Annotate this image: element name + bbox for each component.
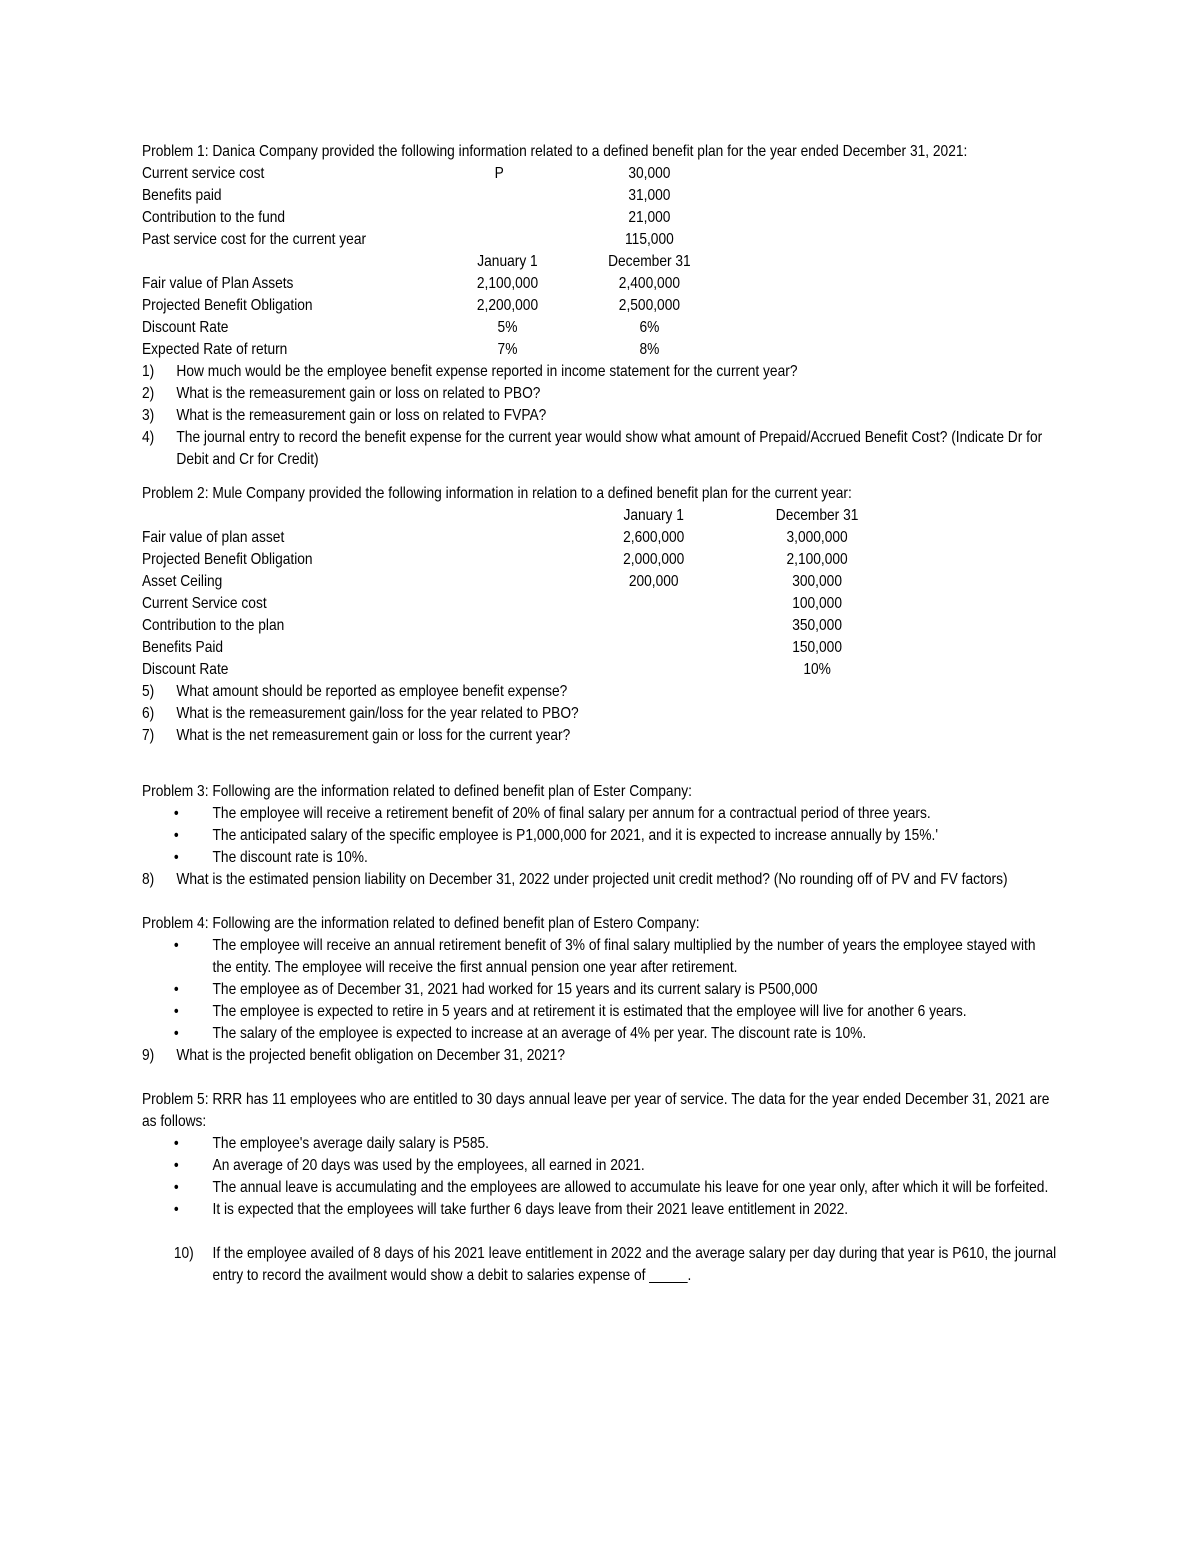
bullet-text: The employee as of December 31, 2021 had worked for 15 years and its current salary is P500,000 (212, 981, 818, 998)
question-number: 9) (142, 1047, 155, 1064)
bullet-text: It is expected that the employees will take further 6 days leave from their 2021 leave entitlement in 2022. (212, 1201, 849, 1218)
question-text: What is the projected benefit obligation on December 31, 2021? (176, 1047, 565, 1064)
bullet-text: An average of 20 days was used by the employees, all earned in 2021. (212, 1157, 645, 1174)
question-number: 4) (142, 429, 155, 446)
p2-row-label: Current Service cost (142, 595, 267, 612)
p2-table-row (142, 659, 1057, 681)
p2-row-label: Fair value of plan asset (142, 529, 285, 546)
bullet-item (142, 1023, 1057, 1045)
p1-item-row (142, 207, 1057, 229)
p1-item-value: 21,000 (628, 209, 671, 226)
bullet-item (142, 1001, 1057, 1023)
bullet-icon: • (173, 1025, 179, 1042)
p2-row-label: Projected Benefit Obligation (142, 551, 313, 568)
bullet-item (142, 847, 1057, 869)
p2-row-label: Contribution to the plan (142, 617, 285, 634)
p1-dec-value: 6% (639, 319, 660, 336)
p2-dec-value: 100,000 (792, 595, 842, 612)
p2-table-row (142, 637, 1057, 659)
question-text: What is the remeasurement gain/loss for the year related to PBO? (176, 705, 579, 722)
p1-header-jan: January 1 (477, 253, 538, 270)
p1-item-label: Contribution to the fund (142, 209, 286, 226)
question-item (142, 1243, 1057, 1287)
question-item (142, 383, 1057, 405)
bullet-icon: • (173, 1201, 179, 1218)
bullet-item (142, 979, 1057, 1001)
p1-item-label: Benefits paid (142, 187, 222, 204)
question-text: What amount should be reported as employee benefit expense? (176, 683, 568, 700)
bullet-item (142, 1133, 1057, 1155)
question-number: 7) (142, 727, 155, 744)
p1-jan-value: 2,200,000 (476, 297, 539, 314)
p1-dec-value: 2,500,000 (618, 297, 681, 314)
bullet-icon: • (173, 1179, 179, 1196)
bullet-text: The employee will receive a retirement benefit of 20% of final salary per annum for a contractual period of three years. (212, 805, 931, 822)
spacer (142, 769, 1057, 781)
p2-table-row (142, 571, 1057, 593)
p1-dec-value: 8% (639, 341, 660, 358)
problem-4-title: Problem 4: Following are the information related to defined benefit plan of Estero Company: (142, 915, 700, 932)
p1-table-row (142, 317, 1057, 339)
p2-table-row (142, 615, 1057, 637)
question-item (142, 681, 1057, 703)
p2-jan-value: 200,000 (628, 573, 679, 590)
bullet-text: The employee's average daily salary is P585. (212, 1135, 489, 1152)
p2-table-row (142, 549, 1057, 571)
p1-row-label: Fair value of Plan Assets (142, 275, 294, 292)
p1-item-value: 31,000 (628, 187, 671, 204)
p2-table-row (142, 527, 1057, 549)
p1-table-row (142, 339, 1057, 361)
question-text: What is the remeasurement gain or loss on related to PBO? (176, 385, 541, 402)
p2-dec-value: 350,000 (792, 617, 842, 634)
question-item (142, 703, 1057, 725)
question-number: 3) (142, 407, 155, 424)
p1-item-label: Past service cost for the current year (142, 231, 367, 248)
bullet-text: The salary of the employee is expected to increase at an average of 4% per year. The discount rate is 10%. (212, 1025, 867, 1042)
question-number: 2) (142, 385, 155, 402)
p1-header-dec: December 31 (608, 253, 691, 270)
p1-item-row (142, 185, 1057, 207)
question-item (142, 361, 1057, 383)
spacer (142, 1067, 1057, 1089)
p1-jan-value: 2,100,000 (476, 275, 539, 292)
p1-table-row (142, 295, 1057, 317)
question-text: What is the estimated pension liability on December 31, 2022 under projected unit credit method? (No rounding off of PV and FV factors) (176, 871, 1008, 888)
bullet-item (142, 1155, 1057, 1177)
spacer (142, 471, 1057, 483)
problem-1-title: Problem 1: Danica Company provided the following information related to a defined benefit plan for the year ended December 31, 2021: (142, 143, 968, 160)
p2-jan-value: 2,000,000 (623, 551, 685, 568)
p1-item-row (142, 229, 1057, 251)
p2-row-label: Benefits Paid (142, 639, 224, 656)
p2-dec-value: 2,100,000 (786, 551, 848, 568)
bullet-icon: • (173, 1135, 179, 1152)
p1-item-row (142, 163, 1057, 185)
bullet-icon: • (173, 1157, 179, 1174)
question-text: What is the remeasurement gain or loss on related to FVPA? (176, 407, 547, 424)
question-number: 1) (142, 363, 155, 380)
p2-row-label: Discount Rate (142, 661, 229, 678)
question-text: If the employee availed of 8 days of his 2021 leave entitlement in 2022 and the average salary per day during that year is P610, the journal entry to record the availment would show a debit to salaries expense of _____. (212, 1245, 1057, 1284)
bullet-text: The employee will receive an annual retirement benefit of 3% of final salary multiplied by the number of years the employee stayed with the entity. The employee will receive the first annual pension one year after retirement. (212, 937, 1036, 976)
question-item (142, 725, 1057, 747)
document-body (142, 141, 1057, 1287)
question-number: 8) (142, 871, 155, 888)
bullet-icon: • (173, 827, 179, 844)
bullet-item (142, 1199, 1057, 1221)
bullet-item (142, 1177, 1057, 1199)
p2-dec-value: 3,000,000 (786, 529, 848, 546)
question-number: 10) (173, 1245, 194, 1262)
bullet-item (142, 803, 1057, 825)
p2-jan-value: 2,600,000 (623, 529, 685, 546)
p1-row-label: Projected Benefit Obligation (142, 297, 313, 314)
question-number: 5) (142, 683, 155, 700)
p1-item-value: 30,000 (628, 165, 671, 182)
p2-header-jan: January 1 (623, 507, 684, 524)
p1-dec-value: 2,400,000 (618, 275, 681, 292)
spacer (142, 747, 1057, 769)
spacer (142, 891, 1057, 913)
bullet-icon: • (173, 1003, 179, 1020)
bullet-text: The annual leave is accumulating and the employees are allowed to accumulate his leave for one year only, after which it will be forfeited. (212, 1179, 1049, 1196)
p2-dec-value: 10% (803, 661, 831, 678)
problem-2-title: Problem 2: Mule Company provided the following information in relation to a defined benefit plan for the current year: (142, 485, 852, 502)
p1-jan-value: 5% (497, 319, 518, 336)
p2-table-row (142, 593, 1057, 615)
bullet-item (142, 825, 1057, 847)
p2-row-label: Asset Ceiling (142, 573, 223, 590)
problem-3-title: Problem 3: Following are the information related to defined benefit plan of Ester Company: (142, 783, 692, 800)
p2-column-headers (142, 505, 1057, 527)
question-item (142, 1045, 1057, 1067)
question-text: What is the net remeasurement gain or loss for the current year? (176, 727, 571, 744)
p1-row-label: Expected Rate of return (142, 341, 288, 358)
bullet-text: The discount rate is 10%. (212, 849, 368, 866)
p1-jan-value: 7% (497, 341, 518, 358)
question-text: The journal entry to record the benefit expense for the current year would show what amount of Prepaid/Accrued Benefit Cost? (Indicate Dr for Debit and Cr for Credit) (176, 429, 1043, 468)
problem-2-table (142, 505, 1057, 681)
question-number: 6) (142, 705, 155, 722)
problem-1-items (142, 163, 1057, 361)
p2-dec-value: 300,000 (792, 573, 842, 590)
problem-5-title: Problem 5: RRR has 11 employees who are entitled to 30 days annual leave per year of service. The data for the year ended December 31, 2021 are as follows: (142, 1091, 1050, 1130)
question-text: How much would be the employee benefit expense reported in income statement for the current year? (176, 363, 798, 380)
question-item (142, 405, 1057, 427)
p2-header-dec: December 31 (775, 507, 859, 524)
bullet-item (142, 935, 1057, 979)
bullet-text: The employee is expected to retire in 5 years and at retirement it is estimated that the employee will live for another 6 years. (212, 1003, 967, 1020)
spacer (142, 1221, 1057, 1243)
p1-table-row (142, 273, 1057, 295)
bullet-icon: • (173, 937, 179, 954)
p1-item-value: 115,000 (625, 231, 674, 248)
bullet-icon: • (173, 849, 179, 866)
p1-column-headers (142, 251, 1057, 273)
question-item (142, 869, 1057, 891)
p1-item-label: Current service cost (142, 165, 265, 182)
question-item (142, 427, 1057, 471)
p1-row-label: Discount Rate (142, 319, 229, 336)
p2-dec-value: 150,000 (792, 639, 842, 656)
bullet-icon: • (173, 805, 179, 822)
bullet-text: The anticipated salary of the specific employee is P1,000,000 for 2021, and it is expected to increase annually by 15%.' (212, 827, 938, 844)
p1-peso-prefix: P (494, 165, 504, 182)
bullet-icon: • (173, 981, 179, 998)
